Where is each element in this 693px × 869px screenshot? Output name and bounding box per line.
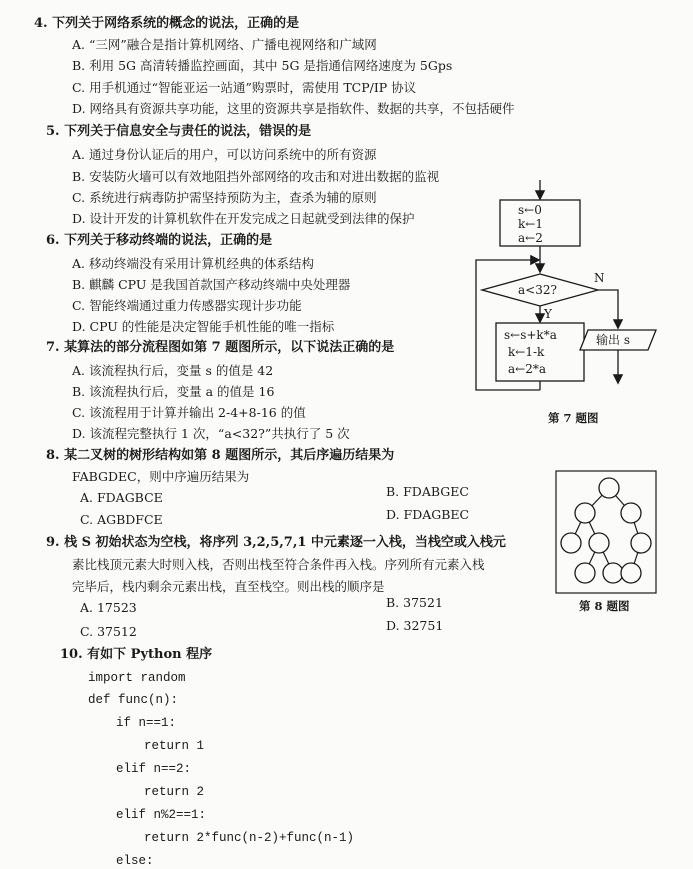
q5-option-a: A. 通过身份认证后的用户，可以访问系统中的所有资源 bbox=[72, 147, 377, 162]
tree-node bbox=[575, 563, 595, 583]
no-label: N bbox=[594, 271, 605, 285]
figure-8-caption: 第 8 题图 bbox=[579, 599, 630, 613]
code-line-3: if n==1: bbox=[116, 716, 177, 730]
init-k: k←1 bbox=[518, 217, 543, 231]
q8-option-d: D. FDAGBEC bbox=[386, 507, 470, 522]
q8-option-c: C. AGBDFCE bbox=[80, 512, 163, 527]
q6-option-c: C. 智能终端通过重力传感器实现计步功能 bbox=[72, 298, 302, 313]
tree-node bbox=[599, 478, 619, 498]
q7-option-a: A. 该流程执行后，变量 s 的值是 42 bbox=[72, 363, 274, 378]
q5-option-d: D. 设计开发的计算机软件在开发完成之日起就受到法律的保护 bbox=[72, 211, 415, 226]
q7-stem: 7. 某算法的部分流程图如第 7 题图所示，以下说法正确的是 bbox=[46, 340, 395, 355]
figure-7-caption: 第 7 题图 bbox=[548, 411, 599, 425]
q9-stem-line2: 素比栈顶元素大时则入栈，否则出栈至符合条件再入栈。序列所有元素入栈 bbox=[72, 557, 485, 572]
q7-option-b: B. 该流程执行后，变量 a 的值是 16 bbox=[72, 384, 275, 399]
init-a: a←2 bbox=[518, 231, 543, 245]
tree-node bbox=[631, 533, 651, 553]
flowchart-figure-7 bbox=[460, 172, 660, 428]
q5-option-c: C. 系统进行病毒防护需坚持预防为主，查杀为辅的原则 bbox=[72, 190, 377, 205]
q4-option-a: A. “三网”融合是指计算机网络、广播电视网络和广域网 bbox=[72, 37, 377, 52]
q9-option-a: A. 17523 bbox=[80, 600, 137, 615]
q4-option-b: B. 利用 5G 高清转播监控画面，其中 5G 是指通信网络速度为 5Gps bbox=[72, 58, 453, 73]
q6-stem: 6. 下列关于移动终端的说法，正确的是 bbox=[46, 233, 273, 248]
tree-node bbox=[621, 503, 641, 523]
q4-stem: 4. 下列关于网络系统的概念的说法，正确的是 bbox=[34, 16, 300, 31]
q9-option-d: D. 32751 bbox=[386, 618, 444, 633]
q9-stem-line1: 9. 栈 S 初始状态为空栈，将序列 3,2,5,7,1 中元素逐一入栈，当栈空或入栈元 bbox=[46, 535, 506, 550]
code-line-8: return 2*func(n-2)+func(n-1) bbox=[144, 831, 355, 845]
body-a: a←2*a bbox=[508, 362, 546, 376]
tree-node bbox=[603, 563, 623, 583]
q9-option-c: C. 37512 bbox=[80, 624, 137, 639]
code-line-6: return 2 bbox=[144, 785, 205, 799]
q8-option-a: A. FDAGBCE bbox=[80, 490, 163, 505]
q8-stem-line2: FABGDEC，则中序遍历结果为 bbox=[72, 469, 250, 484]
q5-stem: 5. 下列关于信息安全与责任的说法，错误的是 bbox=[46, 124, 312, 139]
tree-figure-8 bbox=[553, 468, 663, 616]
body-k: k←1-k bbox=[508, 345, 545, 359]
tree-node bbox=[589, 533, 609, 553]
q9-option-b: B. 37521 bbox=[386, 595, 443, 610]
q4-option-c: C. 用手机通过“智能亚运一站通”购票时，需使用 TCP/IP 协议 bbox=[72, 80, 417, 95]
output-label: 输出 s bbox=[596, 333, 630, 347]
code-line-5: elif n==2: bbox=[116, 762, 192, 776]
q7-option-c: C. 该流程用于计算并输出 2-4+8-16 的值 bbox=[72, 405, 306, 420]
q8-option-b: B. FDABGEC bbox=[386, 484, 469, 499]
code-line-7: elif n%2==1: bbox=[116, 808, 207, 822]
code-line-4: return 1 bbox=[144, 739, 205, 753]
q8-stem-line1: 8. 某二叉树的树形结构如第 8 题图所示，其后序遍历结果为 bbox=[46, 448, 395, 463]
q6-option-a: A. 移动终端没有采用计算机经典的体系结构 bbox=[72, 256, 314, 271]
q4-option-d: D. 网络具有资源共享功能，这里的资源共享是指软件、数据的共享，不包括硬件 bbox=[72, 101, 515, 116]
q10-stem: 10. 有如下 Python 程序 bbox=[60, 647, 213, 662]
code-line-1: import random bbox=[88, 671, 186, 685]
yes-label: Y bbox=[544, 307, 552, 321]
q6-option-b: B. 麒麟 CPU 是我国首款国产移动终端中央处理器 bbox=[72, 277, 351, 292]
body-s: s←s+k*a bbox=[504, 328, 557, 342]
code-line-9: else: bbox=[116, 854, 154, 868]
tree-node bbox=[621, 563, 641, 583]
q5-option-b: B. 安装防火墙可以有效地阻挡外部网络的攻击和对进出数据的监视 bbox=[72, 169, 440, 184]
condition-label: a<32? bbox=[518, 283, 557, 297]
init-s: s←0 bbox=[518, 203, 542, 217]
q9-stem-line3: 完毕后，栈内剩余元素出栈，直至栈空。则出栈的顺序是 bbox=[72, 579, 385, 594]
q6-option-d: D. CPU 的性能是决定智能手机性能的唯一指标 bbox=[72, 319, 335, 334]
code-line-2: def func(n): bbox=[88, 693, 179, 707]
tree-node bbox=[561, 533, 581, 553]
tree-node bbox=[575, 503, 595, 523]
q7-option-d: D. 该流程完整执行 1 次，“a<32?”共执行了 5 次 bbox=[72, 426, 350, 441]
